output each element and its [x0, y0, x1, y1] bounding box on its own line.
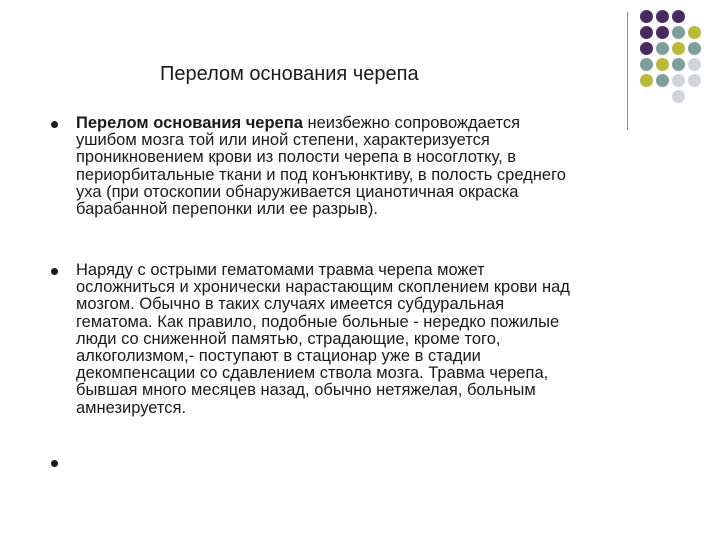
- decorative-dot: [672, 42, 685, 55]
- bullet-icon: [51, 121, 58, 128]
- bullet-2-line: алкоголизмом,- поступают в стационар уже в стадии: [76, 347, 481, 366]
- decorative-dot: [672, 90, 685, 103]
- decorative-dot: [656, 10, 669, 23]
- bullet-paragraph-2: [76, 262, 696, 417]
- decorative-dot: [640, 26, 653, 39]
- decorative-dot: [688, 42, 701, 55]
- decorative-dot: [672, 58, 685, 71]
- decorative-dot-grid: [640, 10, 720, 120]
- decorative-dot: [656, 58, 669, 71]
- bullet-icon: [51, 268, 58, 275]
- bullet-1-line: неизбежно сопровождается: [302, 114, 521, 132]
- decorative-dot: [672, 10, 685, 23]
- decorative-dot: [640, 10, 653, 23]
- decorative-dot: [640, 42, 653, 55]
- decorative-vertical-line: [627, 12, 628, 130]
- bullet-2-line: декомпенсации со сдавлением ствола мозга. Травма черепа,: [76, 364, 549, 383]
- decorative-dot: [640, 74, 653, 87]
- slide-title: Перелом основания черепа: [160, 63, 419, 85]
- decorative-dot: [688, 74, 701, 87]
- bullet-2-line: бывшая много месяцев назад, обычно нетяжелая, больным: [76, 381, 536, 400]
- bullet-2-line: Наряду с острыми гематомами травма черепа может: [76, 261, 485, 279]
- bullet-1-line: периорбитальные ткани и под конъюнктиву, в полость среднего: [76, 165, 566, 184]
- bullet-paragraph-1: [76, 115, 636, 218]
- decorative-dot: [672, 26, 685, 39]
- bullet-2-line: люди со сниженной памятью, страдающие, кроме того,: [76, 329, 501, 348]
- bullet-2-line: амнезируется.: [76, 398, 187, 417]
- decorative-dot: [656, 42, 669, 55]
- bullet-1-line: барабанной перепонки или ее разрыв).: [76, 200, 378, 219]
- bullet-icon-empty: [51, 460, 58, 467]
- bullet-1-line: уха (при отоскопии обнаруживается цианотичная окраска: [76, 182, 519, 201]
- bullet-2-line: гематома. Как правило, подобные больные - нередко пожилые: [76, 312, 560, 331]
- decorative-dot: [672, 74, 685, 87]
- decorative-dot: [688, 26, 701, 39]
- bullet-1-line: проникновением крови из полости черепа в носоглотку, в: [76, 148, 517, 167]
- bullet-1-bold-lead: Перелом основания черепа: [76, 114, 303, 132]
- bullet-1-line: ушибом мозга той или иной степени, характеризуется: [76, 131, 490, 150]
- decorative-dot: [688, 58, 701, 71]
- bullet-2-line: осложниться и хронически нарастающим скоплением крови над: [76, 278, 570, 297]
- decorative-dot: [640, 58, 653, 71]
- decorative-dot: [656, 74, 669, 87]
- bullet-2-line: мозгом. Обычно в таких случаях имеется субдуральная: [76, 295, 505, 314]
- decorative-dot: [656, 26, 669, 39]
